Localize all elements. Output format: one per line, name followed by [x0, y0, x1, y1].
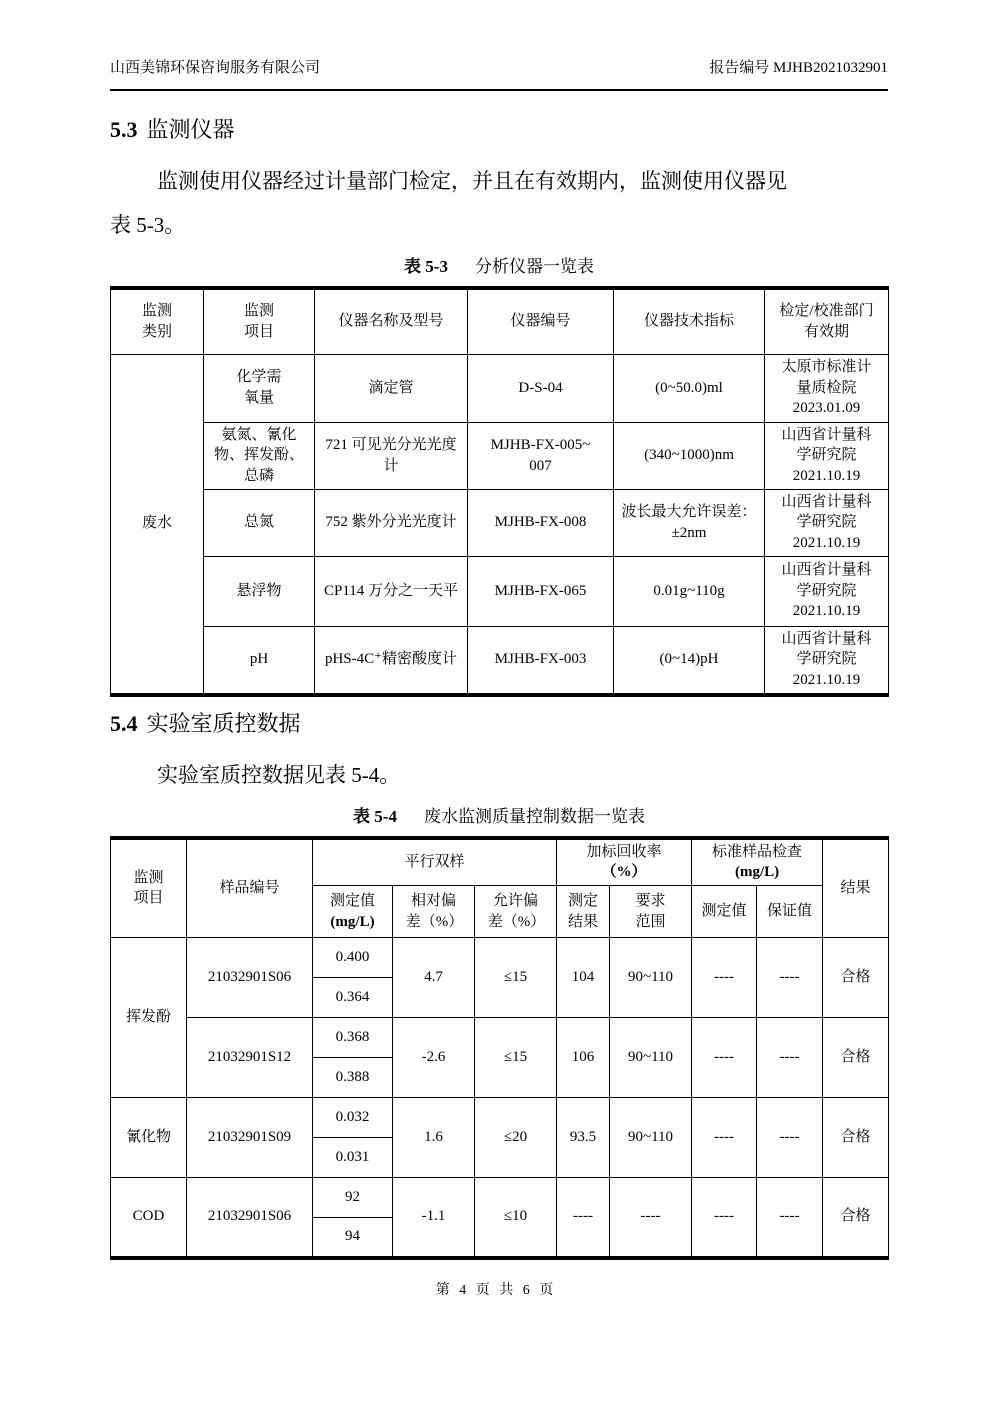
- col-header-required-range: 要求范围: [610, 886, 692, 938]
- cell-std-measured: ----: [692, 1098, 757, 1178]
- table-row: [111, 489, 889, 556]
- table-caption-number: 表 5-4: [353, 806, 397, 826]
- cell-item: COD: [111, 1178, 187, 1258]
- cell-instrument-name: 721 可见光分光光度计: [315, 422, 468, 489]
- cell-measured-value: 0.400: [313, 938, 393, 978]
- cell-measured-value: 0.032: [313, 1098, 393, 1138]
- cell-spec: (0~14)pH: [614, 626, 765, 695]
- cell-measured-value: 0.368: [313, 1018, 393, 1058]
- cell-std-measured: ----: [692, 938, 757, 1018]
- cell-std-measured: ----: [692, 1018, 757, 1098]
- cell-std-certified: ----: [757, 1018, 823, 1098]
- cell-sample-id: 21032901S06: [187, 938, 313, 1018]
- cell-instrument-name: 752 紫外分光光度计: [315, 489, 468, 556]
- cell-result: 合格: [823, 1178, 889, 1258]
- col-header-result: 结果: [823, 838, 889, 938]
- cell-required-range: 90~110: [610, 938, 692, 1018]
- cell-sample-id: 21032901S06: [187, 1178, 313, 1258]
- col-header-spike-result: 测定结果: [557, 886, 610, 938]
- header-company-name: 山西美锦环保咨询服务有限公司: [110, 60, 321, 76]
- paragraph-line: 实验室质控数据见表 5-4。: [157, 762, 401, 787]
- cell-measured-value: 0.364: [313, 978, 393, 1018]
- cert-date: 2021.10.19: [792, 603, 861, 620]
- cell-instrument-code: D-S-04: [468, 354, 614, 422]
- cell-sample-id: 21032901S09: [187, 1098, 313, 1178]
- cell-result: 合格: [823, 1098, 889, 1178]
- table-row: [111, 556, 889, 626]
- table-5-3-caption: [110, 255, 888, 279]
- cell-spec: 波长最大允许误差：±2nm: [614, 489, 765, 556]
- table-caption-title: 废水监测质量控制数据一览表: [423, 806, 645, 826]
- cell-cert: 山西省计量科学研究院 2021.10.19: [765, 556, 889, 626]
- cell-allowed-deviation: ≤15: [475, 938, 557, 1018]
- cell-required-range: 90~110: [610, 1018, 692, 1098]
- cell-category: 废水: [111, 354, 204, 695]
- cert-date: 2021.10.19: [792, 672, 861, 688]
- section-5-3-paragraph: [110, 159, 888, 247]
- cell-relative-deviation: 1.6: [393, 1098, 475, 1178]
- table-caption-title: 分析仪器一览表: [474, 257, 594, 276]
- cell-item: 挥发酚: [111, 938, 187, 1098]
- cell-required-range: ----: [610, 1178, 692, 1258]
- header-report-number: 报告编号 MJHB2021032901: [709, 60, 888, 76]
- table-row: [111, 1018, 889, 1058]
- cell-instrument-name: 滴定管: [315, 354, 468, 422]
- col-header-measured-value: 测定值 (mg/L): [313, 886, 393, 938]
- section-number: 5.3: [110, 117, 138, 142]
- cell-std-certified: ----: [757, 1178, 823, 1258]
- col-header-item: 监测项目: [111, 838, 187, 938]
- cell-instrument-code: MJHB-FX-065: [468, 556, 614, 626]
- col-header-std-measured: 测定值: [692, 886, 757, 938]
- cell-relative-deviation: 4.7: [393, 938, 475, 1018]
- table-row: [111, 354, 889, 422]
- cell-cert: 太原市标准计量质检院 2023.01.09: [765, 354, 889, 422]
- col-header-spike-recovery: 加标回收率 （%）: [557, 838, 692, 886]
- cell-instrument-name: CP114 万分之一天平: [315, 556, 468, 626]
- cell-measured-value: 94: [313, 1218, 393, 1258]
- section-title: 监测仪器: [146, 117, 235, 142]
- col-header-sample-id: 样品编号: [187, 838, 313, 938]
- cell-std-measured: ----: [692, 1178, 757, 1258]
- cell-spike-result: 106: [557, 1018, 610, 1098]
- cell-spec: (0~50.0)ml: [614, 354, 765, 422]
- cell-cert: 山西省计量科学研究院 2021.10.19: [765, 489, 889, 556]
- table-5-4-caption: [110, 805, 888, 829]
- cell-instrument-code: MJHB-FX-008: [468, 489, 614, 556]
- cell-result: 合格: [823, 1018, 889, 1098]
- cell-std-certified: ----: [757, 1098, 823, 1178]
- col-header-std-certified: 保证值: [757, 886, 823, 938]
- paragraph-line: 表 5-3。: [110, 213, 186, 237]
- cell-result: 合格: [823, 938, 889, 1018]
- table-row: [111, 626, 889, 695]
- cell-item: pH: [204, 626, 315, 695]
- cell-item: 氰化物: [111, 1098, 187, 1178]
- cell-cert: 山西省计量科学研究院 2021.10.19: [765, 422, 889, 489]
- cell-spec: 0.01g~110g: [614, 556, 765, 626]
- cell-instrument-name: pHS-4C⁺精密酸度计: [315, 626, 468, 695]
- qc-data-table: [110, 836, 889, 1260]
- table-header-row: [111, 838, 889, 886]
- cell-item: 总氮: [204, 489, 315, 556]
- section-5-3-heading: [110, 115, 888, 145]
- cell-cert: 山西省计量科学研究院 2021.10.19: [765, 626, 889, 695]
- cert-date: 2021.10.19: [792, 467, 861, 484]
- cell-allowed-deviation: ≤20: [475, 1098, 557, 1178]
- cell-sample-id: 21032901S12: [187, 1018, 313, 1098]
- cell-spec: (340~1000)nm: [614, 422, 765, 489]
- cell-measured-value: 0.031: [313, 1138, 393, 1178]
- section-number: 5.4: [110, 710, 138, 736]
- col-header-category: 监测类别: [111, 288, 204, 354]
- col-header-parallel-samples: 平行双样: [313, 838, 557, 886]
- table-row: [111, 938, 889, 978]
- col-header-allowed-deviation: 允许偏差（%）: [475, 886, 557, 938]
- table-row: [111, 422, 889, 489]
- col-header-relative-deviation: 相对偏差（%）: [393, 886, 475, 938]
- instrument-table: [110, 286, 889, 697]
- section-5-4-heading: [110, 709, 888, 739]
- col-header-instrument-code: 仪器编号: [468, 288, 614, 354]
- col-header-instrument-name: 仪器名称及型号: [315, 288, 468, 354]
- cell-allowed-deviation: ≤10: [475, 1178, 557, 1258]
- col-header-spec: 仪器技术指标: [614, 288, 765, 354]
- section-5-4-paragraph: [110, 753, 888, 797]
- cell-spike-result: 93.5: [557, 1098, 610, 1178]
- page-header: [110, 58, 888, 91]
- cell-spike-result: 104: [557, 938, 610, 1018]
- col-header-cert-dept: 检定/校准部门有效期: [765, 288, 889, 354]
- table-row: [111, 1098, 889, 1138]
- cell-relative-deviation: -1.1: [393, 1178, 475, 1258]
- cell-instrument-code: MJHB-FX-003: [468, 626, 614, 695]
- cell-relative-deviation: -2.6: [393, 1018, 475, 1098]
- cell-item: 化学需氧量: [204, 354, 315, 422]
- cell-allowed-deviation: ≤15: [475, 1018, 557, 1098]
- paragraph-line: 监测使用仪器经过计量部门检定，并且在有效期内，监测使用仪器见: [157, 169, 787, 193]
- cell-item: 悬浮物: [204, 556, 315, 626]
- table-header-row: [111, 288, 889, 354]
- page-number: 第 4 页 共 6 页: [435, 1283, 557, 1298]
- cell-item: 氨氮、氰化物、挥发酚、总磷: [204, 422, 315, 489]
- section-title: 实验室质控数据: [146, 710, 301, 736]
- cell-std-certified: ----: [757, 938, 823, 1018]
- col-header-item: 监测项目: [204, 288, 315, 354]
- col-header-standard-sample: 标准样品检查 (mg/L): [692, 838, 823, 886]
- cell-measured-value: 0.388: [313, 1058, 393, 1098]
- cert-date: 2021.10.19: [792, 534, 861, 551]
- cell-spike-result: ----: [557, 1178, 610, 1258]
- cert-date: 2023.01.09: [792, 400, 861, 417]
- cell-instrument-code: MJHB-FX-005~007: [468, 422, 614, 489]
- cell-measured-value: 92: [313, 1178, 393, 1218]
- table-row: [111, 1178, 889, 1218]
- cell-required-range: 90~110: [610, 1098, 692, 1178]
- table-caption-number: 表 5-3: [404, 257, 448, 276]
